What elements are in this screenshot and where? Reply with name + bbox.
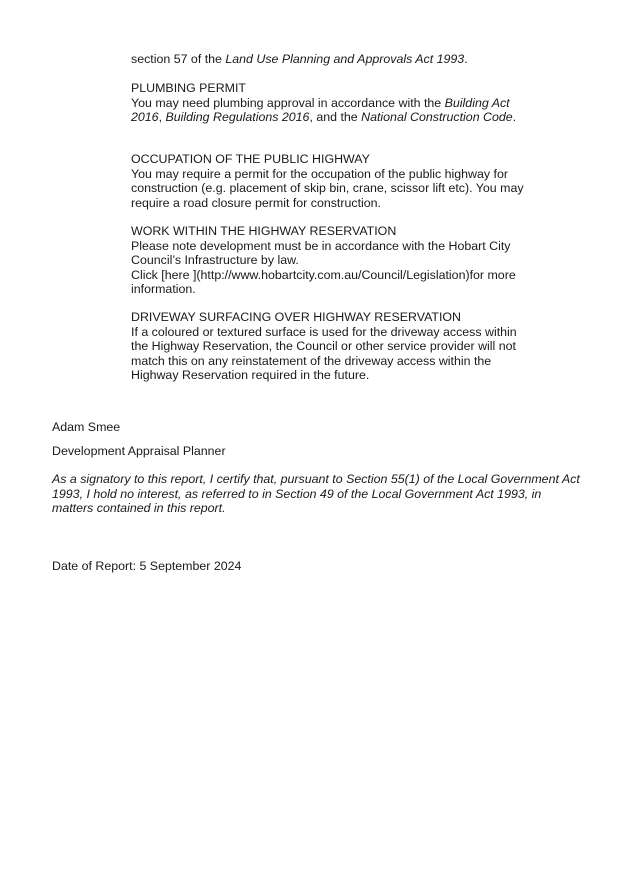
occupation-section: [131, 152, 531, 210]
signatory-name: Adam Smee: [52, 420, 121, 434]
work-body: Please note development must be in accordance with the Hobart City Council’s Infrastructure by law.: [131, 238, 511, 268]
intro-act-name: Land Use Planning and Approvals Act 1993: [225, 52, 465, 66]
work-heading: WORK WITHIN THE HIGHWAY RESERVATION: [131, 224, 397, 238]
plumbing-section: [131, 81, 531, 125]
occupation-heading: OCCUPATION OF THE PUBLIC HIGHWAY: [131, 152, 370, 166]
intro-prefix: section 57 of the: [131, 52, 226, 66]
driveway-body: If a coloured or textured surface is used for the driveway access within the Highway Reservation, the Council or other service provider will not match this on any reinstatement of the driveway access within the Highway Reservation required in the future.: [131, 324, 517, 383]
building-act-name: Building Act 2016: [131, 95, 510, 125]
legislation-link-text: Click [here ](http://www.hobartcity.com.au/Council/Legislation)for more information.: [131, 267, 516, 297]
intro-line: [131, 52, 531, 67]
plumbing-body: [131, 96, 531, 125]
signatory-title: Development Appraisal Planner: [52, 444, 226, 458]
work-section: [131, 224, 531, 297]
report-date: Date of Report: 5 September 2024: [52, 559, 242, 573]
plumbing-heading: PLUMBING PERMIT: [131, 81, 246, 95]
plumbing-text-2: ,: [158, 110, 166, 125]
driveway-section: [131, 310, 531, 383]
plumbing-text-3: , and the: [309, 110, 362, 125]
occupation-body: You may require a permit for the occupation of the public highway for construction (e.g. placement of skip bin, crane, scissor lift etc). You may require a road closure permit for construction.: [131, 166, 524, 210]
certification-statement: As a signatory to this report, I certify that, pursuant to Section 55(1) of the Local Government Act 1993, I hold no interest, as referred to in Section 49 of the Local Government Act 1993, in matters contained in this report.: [52, 472, 580, 516]
intro-suffix: .: [464, 52, 468, 66]
construction-code-name: National Construction Code: [361, 110, 513, 125]
driveway-heading: DRIVEWAY SURFACING OVER HIGHWAY RESERVATION: [131, 310, 462, 324]
plumbing-text-1: You may need plumbing approval in accordance with the: [131, 95, 445, 110]
plumbing-text-4: .: [512, 110, 517, 125]
building-regulations-name: Building Regulations 2016: [165, 110, 310, 125]
